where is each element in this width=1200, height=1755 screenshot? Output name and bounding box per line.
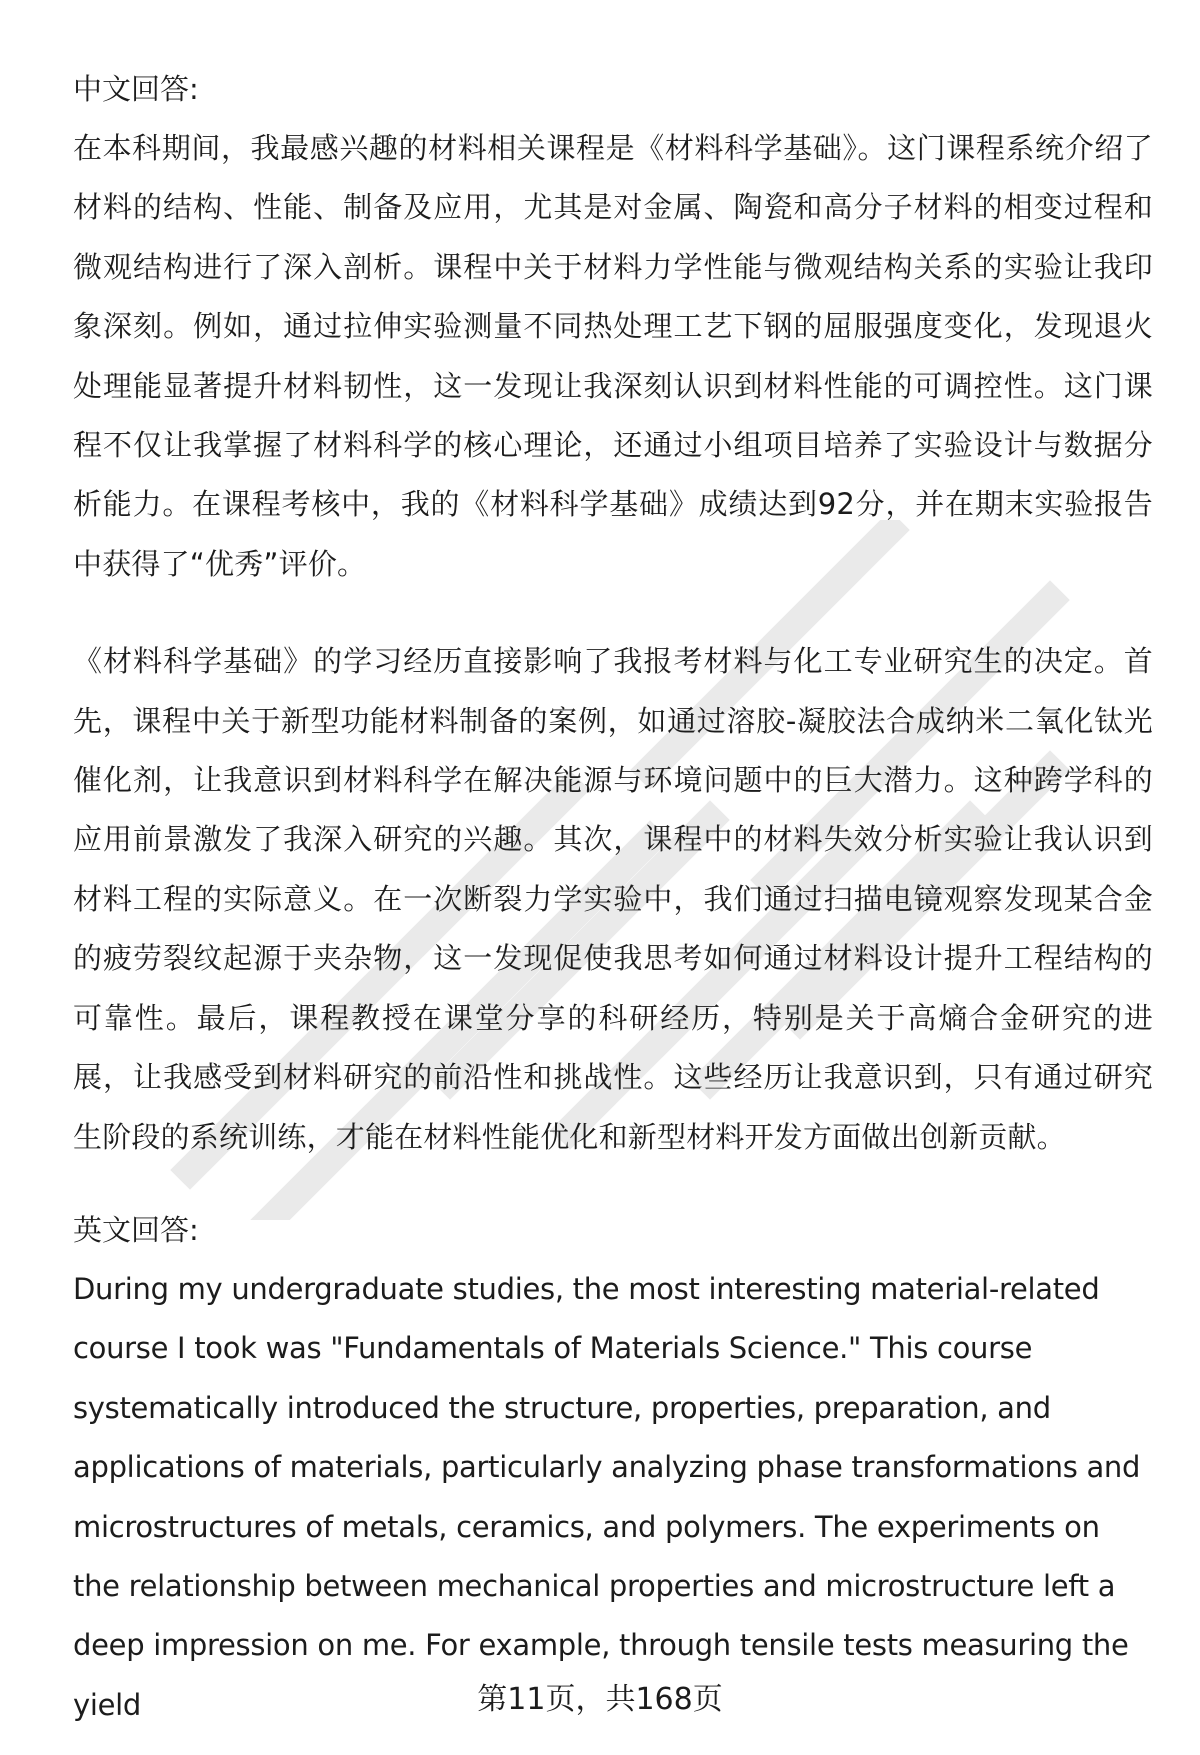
english-answer-heading: 英文回答: (73, 1212, 199, 1247)
chinese-answer-paragraph-1: 在本科期间，我最感兴趣的材料相关课程是《材料科学基础》。这门课程系统介绍了材料的结构、性能、制备及应用，尤其是对金属、陶瓷和高分子材料的相变过程和微观结构进行了深入剖析。课程中关于材料力学性能与微观结构关系的实验让我印象深刻。例如，通过拉伸实验测量不同热处理工艺下钢的屈服强度变化，发现退火处理能显著提升材料韧性，这一发现让我深刻认识到材料性能的可调控性。这门课程不仅让我掌握了材料科学的核心理论，还通过小组项目培养了实验设计与数据分析能力。在课程考核中，我的《材料科学基础》成绩达到92分，并在期末实验报告中获得了“优秀”评价。 (73, 131, 1153, 581)
page-number-footer: 第11页，共168页 (477, 1682, 723, 1717)
english-answer-paragraph-1: During my undergraduate studies, the most interesting material-related course I took was "Fundamentals of Materials Science." This course systematically introduced the structure, properties, preparation, and applications of materials, particularly analyzing phase transformations and microstructures of metals, ceramics, and polymers. The experiments on the relationship between mechanical properties and microstructure left a deep impression on me. For example, through tensile tests measuring the yield (73, 1271, 1141, 1722)
document-body (73, 60, 1153, 1735)
paragraph-spacer (73, 1167, 1153, 1201)
paragraph-spacer (73, 594, 1153, 632)
chinese-answer-heading: 中文回答: (73, 72, 199, 106)
chinese-answer-paragraph-2: 《材料科学基础》的学习经历直接影响了我报考材料与化工专业研究生的决定。首先，课程中关于新型功能材料制备的案例，如通过溶胶-凝胶法合成纳米二氧化钛光催化剂，让我意识到材料科学在解决能源与环境问题中的巨大潜力。这种跨学科的应用前景激发了我深入研究的兴趣。其次，课程中的材料失效分析实验让我认识到材料工程的实际意义。在一次断裂力学实验中，我们通过扫描电镜观察发现某合金的疲劳裂纹起源于夹杂物，这一发现促使我思考如何通过材料设计提升工程结构的可靠性。最后，课程教授在课堂分享的科研经历，特别是关于高熵合金研究的进展，让我感受到材料研究的前沿性和挑战性。这些经历让我意识到，只有通过研究生阶段的系统训练，才能在材料性能优化和新型材料开发方面做出创新贡献。 (73, 644, 1153, 1154)
